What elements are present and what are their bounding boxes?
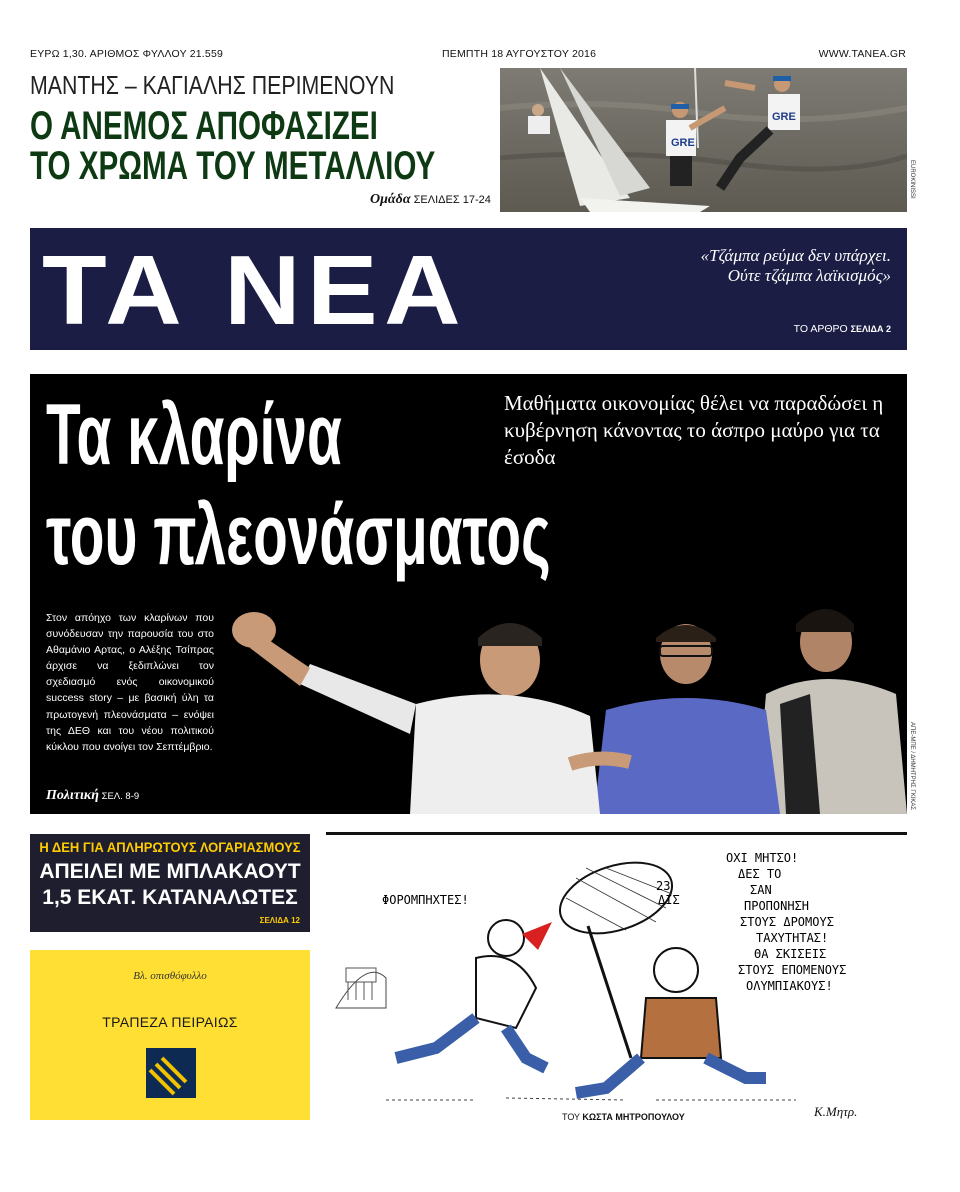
deh-headline-line1: ΑΠΕΙΛΕΙ ΜΕ ΜΠΛΑΚΑΟΥΤ <box>39 860 301 883</box>
sports-photo-credit: EUROKINISSI <box>909 160 915 199</box>
speech-right-line-7: ΘΑ ΣΚΙΣΕΙΣ <box>754 947 827 961</box>
net-label-month: ΔΙΣ <box>658 893 680 907</box>
net-label-day: 23 <box>656 879 671 893</box>
speech-right-line-5: ΣΤΟΥΣ ΔΡΟΜΟΥΣ <box>740 915 834 929</box>
speech-right-line-4: ΠΡΟΠΟΝΗΣΗ <box>744 899 810 913</box>
deh-story-box[interactable] <box>30 834 310 932</box>
deh-page: ΣΕΛΙΔΑ 12 <box>259 916 300 925</box>
sailing-photo <box>500 68 907 212</box>
speech-right-line-8: ΣΤΟΥΣ ΕΠΟΜΕΝΟΥΣ <box>738 963 847 977</box>
lead-body: Στον απόηχο των κλαρίνων που συνόδευσαν την παρουσία του στο Αθαμάνιο Αρτας, ο Αλέξης Τσίπρας άρχισε να ξεδιπλώνει τον σχεδιασμό ενός οικονομικού success story – με βασική ύλη τα πρωτογενή πλεονάσματα – ενόψει της ΔΕΘ και του νέου πολιτικού κύκλου που ανοίγει τον Σεπτέμβριο. <box>46 612 214 753</box>
speech-right-line-3: ΣΑΝ <box>750 883 772 897</box>
speech-right-line-9: ΟΛΥΜΠΙΑΚΟΥΣ! <box>746 979 833 993</box>
cartoon-credit <box>562 1112 685 1122</box>
sports-headline-line2[interactable]: ΤΟ ΧΡΩΜΑ ΤΟΥ ΜΕΤΑΛΛΙΟΥ <box>30 144 436 188</box>
ad-bank-name: ΤΡΑΠΕΖΑ ΠΕΙΡΑΙΩΣ <box>102 1014 238 1030</box>
newspaper-logo[interactable]: ΤΑ ΝΕΑ <box>42 235 467 345</box>
lead-story <box>30 374 907 814</box>
lead-headline-line1[interactable]: Τα κλαρίνα <box>46 387 342 483</box>
website-link[interactable]: WWW.TANEA.GR <box>818 48 906 60</box>
cartoon-divider <box>326 832 907 835</box>
bank-logo-icon <box>146 1048 196 1098</box>
lead-section-ref[interactable] <box>46 788 139 804</box>
cartoon-credit-name: ΚΩΣΤΑ ΜΗΤΡΟΠΟΥΛΟΥ <box>582 1112 685 1122</box>
sports-section-name: Ομάδα <box>370 192 411 207</box>
lead-headline-line2[interactable]: του πλεονάσματος <box>46 487 551 583</box>
masthead <box>30 228 907 350</box>
deh-kicker: Η ΔΕΗ ΓΙΑ ΑΠΛΗΡΩΤΟΥΣ ΛΟΓΑΡΙΑΣΜΟΥΣ <box>39 839 301 856</box>
lead-section-name: Πολιτική <box>46 788 99 803</box>
speech-right-line-6: ΤΑΧΥΤΗΤΑΣ! <box>756 931 829 945</box>
sports-pages: ΣΕΛΙΔΕΣ 17-24 <box>413 194 491 206</box>
editorial-ref <box>794 323 891 335</box>
bank-advertisement[interactable] <box>30 950 310 1120</box>
editorial-quote[interactable]: «Τζάμπα ρεύμα δεν υπάρχει. Ούτε τζάμπα λαϊκισμός» <box>700 246 891 285</box>
lead-pages: ΣΕΛ. 8-9 <box>101 791 140 802</box>
top-info-bar <box>30 48 906 64</box>
deh-headline-line2: 1,5 ΕΚΑΤ. ΚΑΤΑΝΑΛΩΤΕΣ <box>42 886 298 909</box>
lead-photo <box>190 594 907 814</box>
editorial-page: ΣΕΛΙΔΑ 2 <box>850 324 891 334</box>
sports-headline-line1[interactable]: Ο ΑΝΕΜΟΣ ΑΠΟΦΑΣΙΖΕΙ <box>30 104 378 148</box>
issue-date: ΠΕΜΠΤΗ 18 ΑΥΓΟΥΣΤΟΥ 2016 <box>442 48 597 60</box>
price-issue: ΕΥΡΩ 1,30. ΑΡΙΘΜΟΣ ΦΥΛΛΟΥ 21.559 <box>30 48 224 60</box>
cartoon-signature: Κ.Μητρ. <box>814 1104 858 1119</box>
bib-1: GRE <box>671 137 695 149</box>
editorial-label: ΤΟ ΑΡΘΡΟ <box>793 323 848 335</box>
speech-right-line-2: ΔΕΣ ΤΟ <box>738 867 782 881</box>
lead-photo-credit: ΑΠΕ-ΜΠΕ / ΔΗΜΗΤΡΗΣ ΓΚΙΚΑΣ <box>909 722 915 811</box>
sports-section-ref[interactable] <box>370 192 491 208</box>
ad-note: Βλ. οπισθόφυλλο <box>133 970 207 982</box>
editorial-cartoon <box>326 838 907 1130</box>
cartoon-credit-prefix: ΤΟΥ <box>562 1112 580 1122</box>
lead-deck: Μαθήματα οικονομίας θέλει να παραδώσει η κυβέρνηση κάνοντας το άσπρο μαύρο για τα έσοδα <box>504 391 884 469</box>
speech-right-line-1: ΟΧΙ ΜΗΤΣΟ! <box>726 851 799 865</box>
sports-kicker: ΜΑΝΤΗΣ – ΚΑΓΙΑΛΗΣ ΠΕΡΙΜΕΝΟΥΝ <box>30 70 395 100</box>
bib-2: GRE <box>772 111 796 123</box>
cartoon-speech-left: ΦΟΡΟΜΠΗΧΤΕΣ! <box>382 893 469 907</box>
